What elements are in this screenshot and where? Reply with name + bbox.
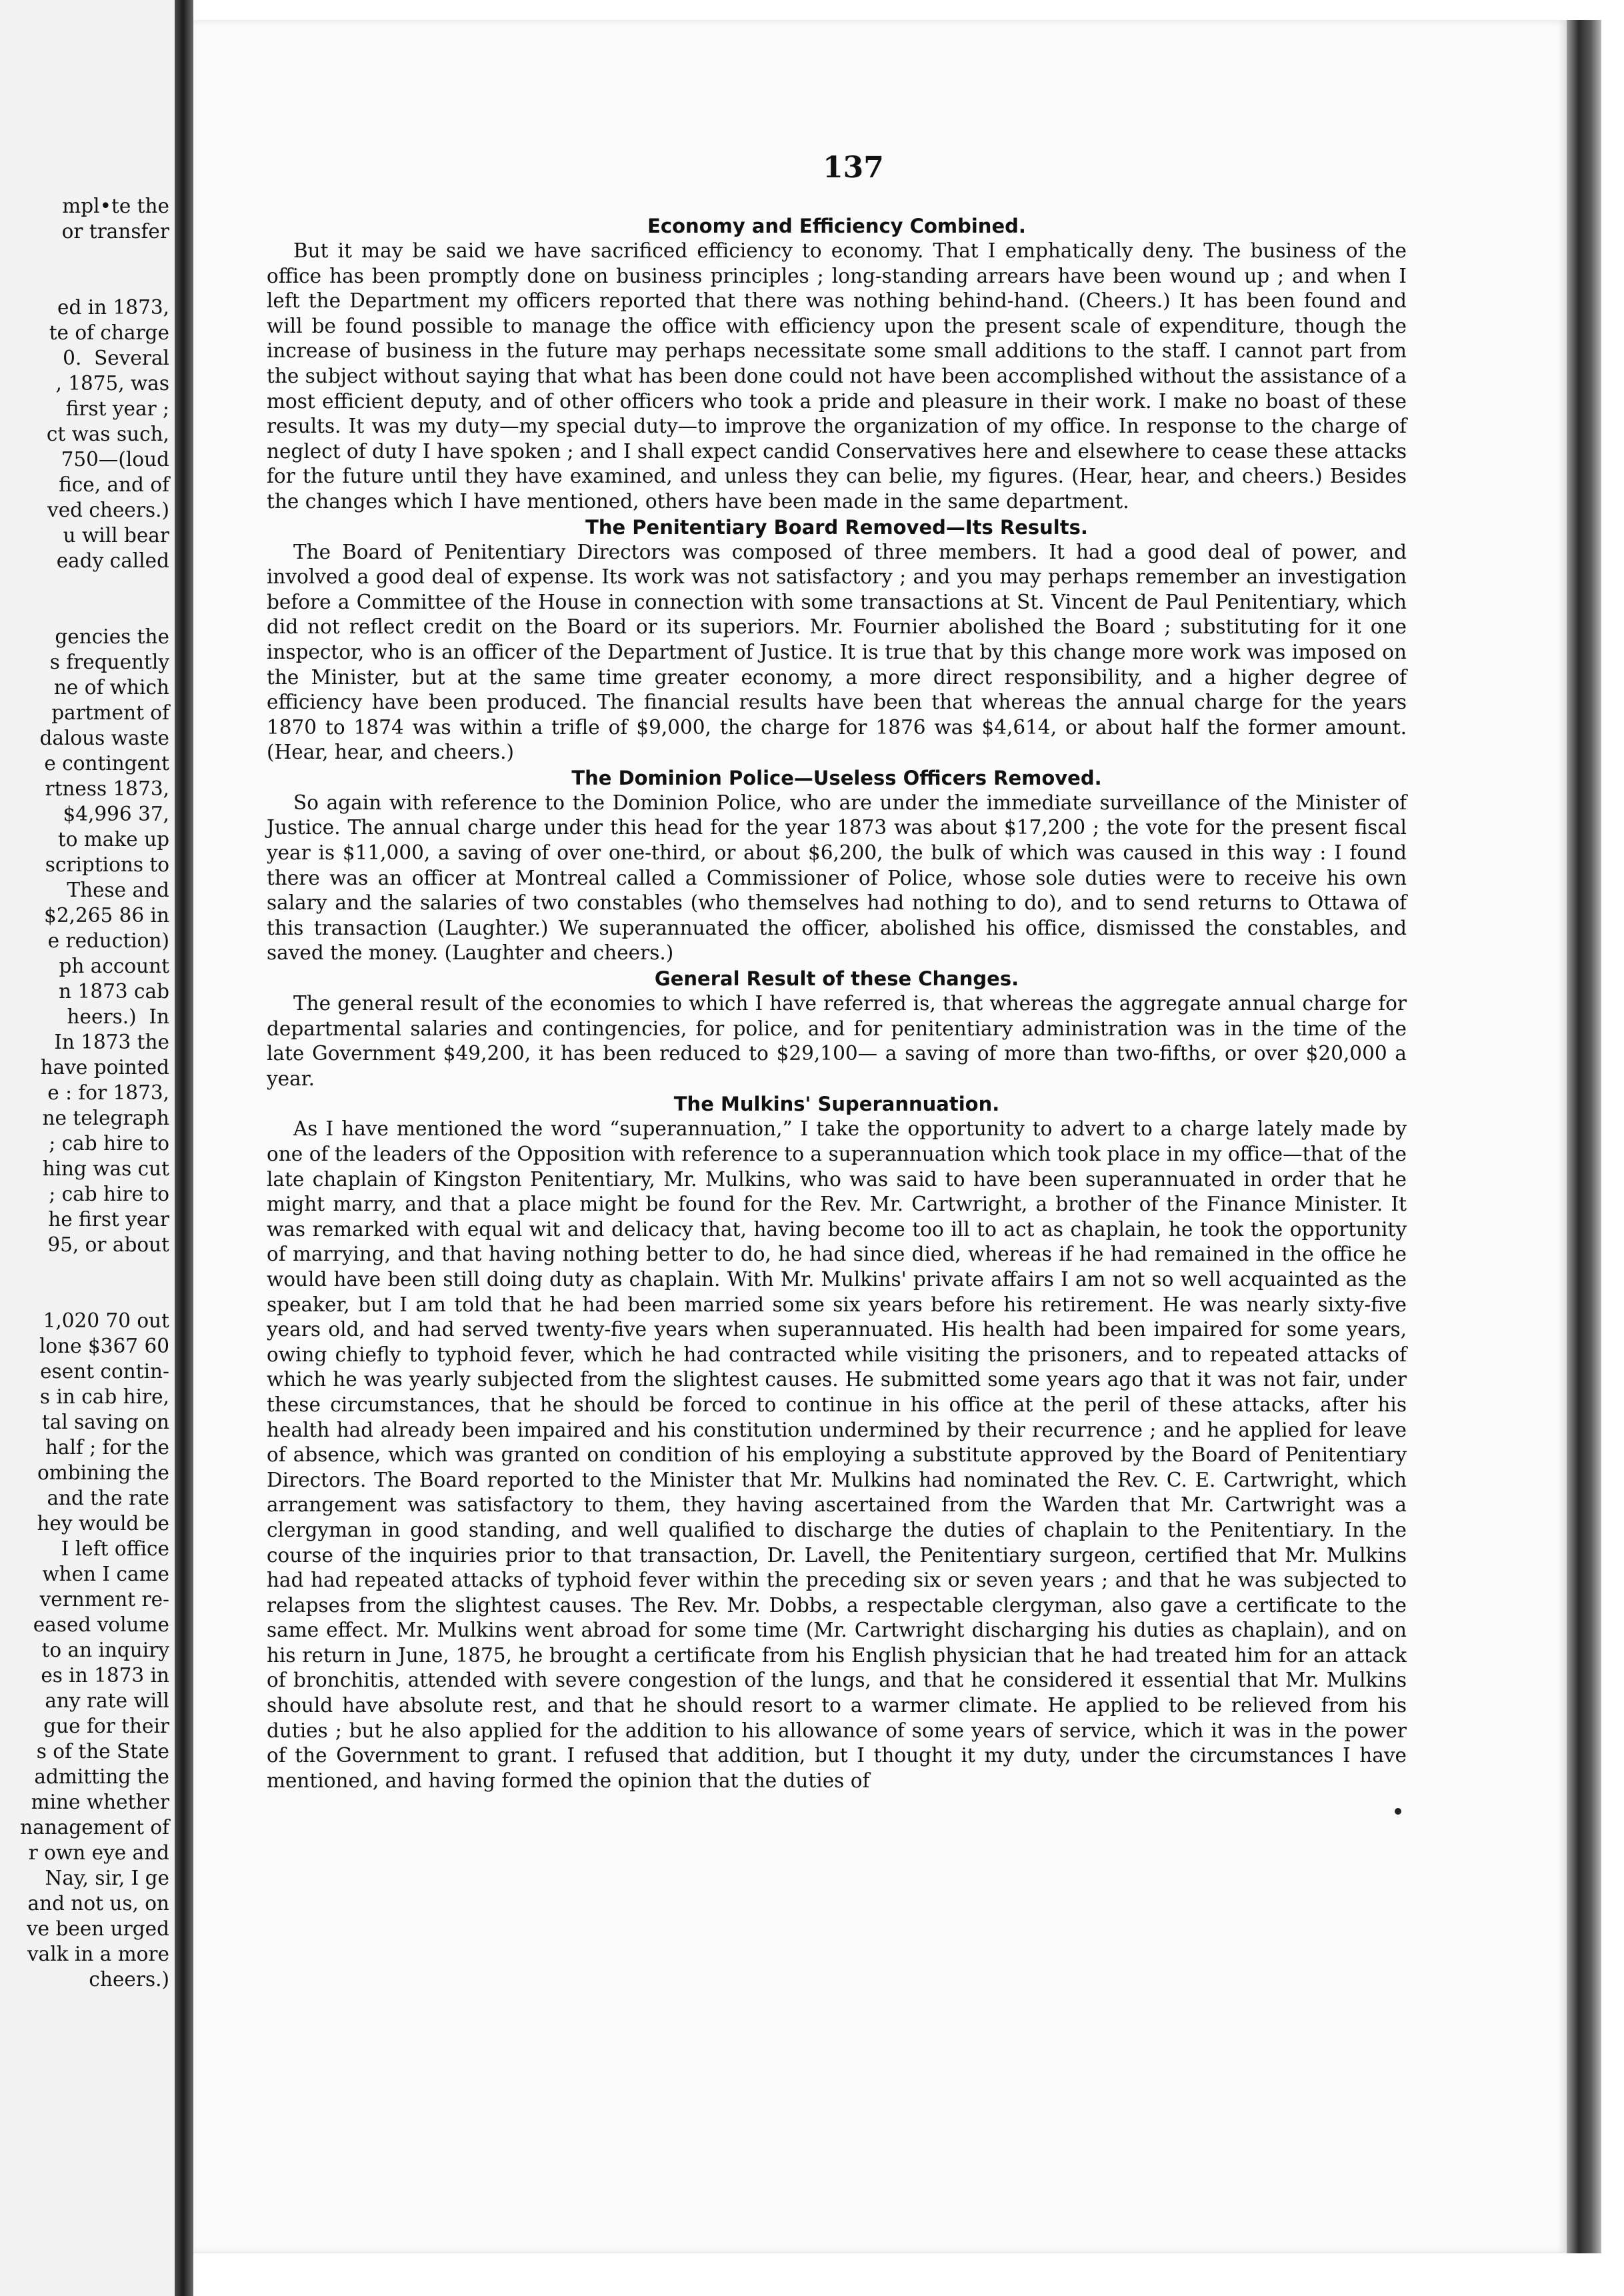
- left-page-line: rtness 1873,: [45, 777, 169, 800]
- left-page-line: hing was cut: [42, 1157, 169, 1180]
- left-page-line: [0, 573, 169, 599]
- left-page-line: ne of which: [53, 676, 169, 699]
- left-page-line: eady called: [56, 549, 169, 572]
- left-page: [0, 0, 175, 2296]
- left-page-line: [0, 244, 169, 269]
- left-page-line: and the rate: [47, 1487, 169, 1509]
- left-page-line: In 1873 the: [54, 1031, 169, 1053]
- left-page-line: to make up: [57, 828, 169, 851]
- left-page-line: and not us, on: [27, 1892, 169, 1915]
- left-page-line: hey would be: [37, 1512, 169, 1535]
- page-edge: [1567, 20, 1601, 2253]
- left-page-line: ve been urged: [26, 1917, 169, 1940]
- left-page-line: u will bear: [63, 524, 169, 547]
- left-page-line: ph account: [59, 955, 169, 977]
- left-page-line: es in 1873 in: [41, 1664, 169, 1687]
- left-page-line: ; cab hire to: [49, 1132, 169, 1155]
- left-page-line: e contingent: [44, 752, 169, 775]
- left-page-line: [0, 1283, 169, 1308]
- left-page-line: scriptions to: [45, 853, 169, 876]
- left-page-line: s in cab hire,: [39, 1385, 169, 1408]
- left-page-line: ct was such,: [46, 423, 169, 445]
- paragraph: The Board of Penitentiary Directors was composed of three members. It had a good deal of power, and involved a good deal of expense. Its work was not satisfactory ; and you may perhaps remember an investigation before a Committee of the House in connection with some transactions at St. Vincent de Paul Penitentiary, which did not reflect credit on the Board or its superiors. Mr. Fournier abolished the Board ; substituting for it one inspector, who is an officer of the Department of Justice. It is true that by this change more work was imposed on the Minister, but at the same time greater economy, a more direct responsibility, and a higher degree of efficiency have been produced. The financial results have been that whereas the annual charge for the years 1870 to 1874 was within a trifle of $9,000, the charge for 1876 was $4,614, or about half the former amount. (Hear, hear, and cheers.): [267, 540, 1407, 764]
- left-page-line: when I came: [42, 1563, 169, 1585]
- left-page-line: have pointed: [40, 1056, 169, 1079]
- left-page-line: I left office: [61, 1537, 169, 1560]
- left-page-line: ed in 1873,: [57, 296, 169, 319]
- left-page-line: cheers.): [89, 1968, 169, 1991]
- left-page-line: $2,265 86 in: [44, 904, 169, 927]
- left-page-line: gencies the: [55, 625, 169, 648]
- left-page-line: vernment re-: [39, 1588, 169, 1611]
- left-page-line: partment of: [51, 701, 169, 724]
- left-page-line: gue for their: [43, 1715, 169, 1737]
- left-page-line: ombining the: [37, 1461, 169, 1484]
- left-page-line: , 1875, was: [55, 372, 169, 395]
- left-page-line: ; cab hire to: [49, 1183, 169, 1205]
- paragraph: But it may be said we have sacrificed efficiency to economy. That I emphatically deny. The business of the office has been promptly done on business principles ; long-standing arrears have been wound up ; and when I left the Department my officers reported that there was nothing behind-hand. (Cheers.) It has been found and will be found possible to manage the office with efficiency upon the present scale of expenditure, though the increase of business in the future may perhaps necessitate some small additions to the staff. I cannot part from the subject without saying that what has been done could not have been accomplished without the assistance of a most efficient deputy, and of other officers who took a pride and pleasure in their work. I make no boast of these results. It was my duty—my special duty—to improve the organization of my office. In response to the charge of neglect of duty I have spoken ; and I shall expect candid Conservatives here and elsewhere to cease these attacks for the future until they have examined, and unless they can belie, my figures. (Hear, hear, and cheers.) Besides the changes which I have mentioned, others have been made in the same department.: [267, 239, 1407, 513]
- left-page-line: ved cheers.): [47, 499, 169, 521]
- paragraph: As I have mentioned the word “superannuation,” I take the opportunity to advert to a charge lately made by one of the leaders of the Opposition with reference to a superannuation which took place in my office—that of the late chaplain of Kingston Penitentiary, Mr. Mulkins, who was said to have been superannuated in order that he might marry, and that a place might be found for the Rev. Mr. Cartwright, a brother of the Finance Minister. It was remarked with equal wit and delicacy that, having become too ill to act as chaplain, he took the opportunity of marrying, and that having nothing better to do, he had since died, whereas if he had remained in the office he would have been still doing duty as chaplain. With Mr. Mulkins' private affairs I am not so well acquainted as the speaker, but I am told that he had been married some six years before his retirement. He was nearly sixty-five years old, and had served twenty-five years when superannuated. His health had been impaired for some years, owing chiefly to typhoid fever, which he had contracted while visiting the prisoners, and to repeated attacks of which he was yearly subjected from the slightest causes. He submitted some years ago that it was not fair, under these circumstances, that he should be forced to continue in his office at the peril of these attacks, after his health had already been impaired and his constitution undermined by their recurrence ; and he applied for leave of absence, which was granted on condition of his employing a substitute approved by the Board of Penitentiary Directors. The Board reported to the Minister that Mr. Mulkins had nominated the Rev. C. E. Cartwright, which arrangement was satisfactory to them, they having ascertained from the Warden that Mr. Cartwright was a clergyman in good standing, and well qualified to discharge the duties of chaplain to the Penitentiary. In the course of the inquiries prior to that transaction, Dr. Lavell, the Penitentiary surgeon, certified that Mr. Mulkins had had repeated attacks of typhoid fever within the preceding six or seven years ; and that he was subjected to relapses from the slightest causes. The Rev. Mr. Dobbs, a respectable clergyman, also gave a certificate to the same effect. Mr. Mulkins went abroad for some time (Mr. Cartwright discharging his duties as chaplain), and on his return in June, 1875, he brought a certificate from his English physician that he had treated him for an attack of bronchitis, attended with severe congestion of the lungs, and that he considered it essential that Mr. Mulkins should have absolute rest, and that he should resort to a warmer climate. He applied to be relieved from his duties ; but he also applied for the addition to his allowance of some years of service, which it was in the power of the Government to grant. I refused that addition, but I thought it my duty, under the circumstances I have mentioned, and having formed the opinion that the duties of: [267, 1117, 1407, 1792]
- left-page-line: 750—(loud: [61, 448, 169, 471]
- section-heading: The Mulkins' Superannuation.: [673, 1093, 1000, 1116]
- left-page-line: tal saving on: [41, 1411, 169, 1433]
- left-page-line: fice, and of: [59, 473, 169, 496]
- left-page-line: admitting the: [34, 1765, 169, 1788]
- section-heading: The Penitentiary Board Removed—Its Results.: [585, 515, 1088, 539]
- left-page-line: [0, 599, 169, 624]
- left-page-line: s of the State: [36, 1740, 169, 1763]
- left-page-line: dalous waste: [39, 727, 169, 749]
- left-page-line: s frequently: [49, 651, 169, 673]
- left-page-line: r own eye and: [28, 1841, 169, 1864]
- left-page-line: nanagement of: [20, 1816, 169, 1839]
- paragraph: So again with reference to the Dominion Police, who are under the immediate surveillance of the Minister of Justice. The annual charge under this head for the year 1873 was about $17,200 ; the vote for the present fiscal year is $11,000, a saving of over one-third, or about $6,200, the bulk of which was caused in this way : I found there was an officer at Montreal called a Commissioner of Police, whose sole duties were to receive his own salary and the salaries of two constables (who themselves had nothing to do), and to send returns to Ottawa of this transaction (Laughter.) We superannuated the officer, abolished his office, dismissed the constables, and saved the money. (Laughter and cheers.): [267, 791, 1407, 965]
- left-page-line: [0, 269, 169, 295]
- left-page-line: half ; for the: [45, 1436, 169, 1459]
- left-page-line: valk in a more: [27, 1943, 169, 1965]
- left-page-line: esent contin-: [40, 1360, 169, 1383]
- left-page-line: n 1873 cab: [59, 980, 169, 1003]
- left-page-line: heers.) In: [67, 1005, 169, 1028]
- left-page-line: 1,020 70 out: [43, 1309, 169, 1332]
- left-page-line: 95, or about: [47, 1233, 169, 1256]
- section-heading: Economy and Efficiency Combined.: [647, 215, 1026, 237]
- left-page-line: e reduction): [47, 929, 169, 952]
- left-page-line: eased volume: [33, 1613, 169, 1636]
- left-page-line: e : for 1873,: [47, 1081, 169, 1104]
- left-page-line: 0. Several: [63, 347, 169, 369]
- left-page-line: Nay, sir, I ge: [45, 1867, 169, 1889]
- left-page-text-fragments: [0, 193, 169, 1992]
- left-page-line: $4,996 37,: [63, 803, 169, 825]
- left-page-line: or transfer: [61, 220, 169, 243]
- left-page-line: These and: [67, 879, 169, 901]
- left-page-line: he first year: [48, 1208, 169, 1231]
- section-heading: The Dominion Police—Useless Officers Removed.: [571, 766, 1102, 789]
- left-page-line: te of charge: [49, 321, 169, 344]
- book-gutter: [175, 0, 193, 2296]
- page-number: 137: [823, 151, 884, 185]
- left-page-line: mine whether: [31, 1791, 169, 1813]
- section-heading: General Result of these Changes.: [654, 967, 1019, 991]
- left-page-line: any rate will: [45, 1689, 169, 1712]
- left-page-line: first year ;: [65, 397, 169, 420]
- text-column: [267, 213, 1407, 1793]
- paragraph: The general result of the economies to which I have referred is, that whereas the aggregate annual charge for departmental salaries and contingencies, for police, and for penitentiary administration was in the time of the late Government $49,200, it has been reduced to $29,100— a saving of more than two-fifths, or over $20,000 a year.: [267, 992, 1407, 1090]
- left-page-line: lone $367 60: [39, 1335, 169, 1357]
- left-page-line: ne telegraph: [42, 1107, 169, 1129]
- left-page-line: to an inquiry: [41, 1639, 169, 1661]
- ink-dot: [1395, 1808, 1401, 1815]
- left-page-line: mpl•te the: [62, 195, 169, 217]
- left-page-line: [0, 1257, 169, 1283]
